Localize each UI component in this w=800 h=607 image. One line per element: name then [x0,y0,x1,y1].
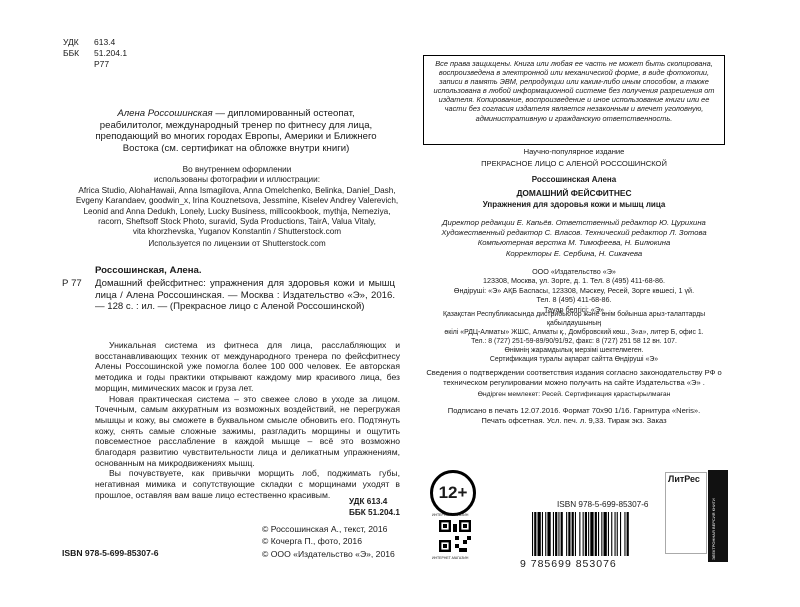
isbn-right: ISBN 978-5-699-85307-6 [557,500,649,509]
imprint-author: Россошинская Алена [531,175,617,184]
copyright-line: © Кочерга П., фото, 2016 [262,536,362,547]
printing-line: Подписано в печать 12.07.2016. Формат 70x90 1/16. Гарнитура «Neris». [447,406,701,415]
printing-line: Печать офсетная. Усл. печ. л. 9,33. Тираж экз. Заказ [481,416,667,425]
publisher-line: Өндіруші: «Э» АҚБ Баспасы, 123308, Мәскеу, Ресей, Зорге көшесі, 1 үй. [453,285,695,295]
udk-row: УДК 613.4 [63,37,116,47]
publisher-line: 123308, Москва, ул. Зорге, д. 1. Тел. 8 (495) 411-68-86. [482,276,666,286]
barcode-digits: 9 785699 853076 [520,558,617,570]
kaz-line: Сертификация туралы ақпарат сайтта Өндіруші «Э» [489,356,659,364]
ill-line: Evgeny Karandaev, goodwin_x, Irina Kouznetsova, Jessmine, Kiselev Andrey Valerevich, [75,196,399,206]
credit-line: Компьютерная верстка М. Тимофеева, Н. Билюкина [477,238,671,248]
annotation-paragraph: Уникальная система из фитнеса для лица, расслабляющих и восстанавливающих техник от международного тренера по фейсфитнесу Алены Россошинской уже помогла более 100 000 человек. Ее авторская методика и годы практики открывают каждому мир красивого лица, без морщин, мимических масок и груза лет. [95,340,400,393]
credit-line: Директор редакции Е. Капьёв. Ответственный редактор Ю. Цурихина [442,218,706,227]
origin-line: Өндірген мемлекет: Ресей. Сертификация қарастырылмаған [477,391,671,398]
editorial-credits [423,218,725,259]
publisher-info [423,267,725,314]
kaz-line: өкілі «РДЦ-Алматы» ЖШС, Алматы қ., Домбровский көш., 3«а», литер Б, офис 1. [444,329,704,337]
series-line: ПРЕКРАСНОЕ ЛИЦО С АЛЕНОЙ РОССОШИНСКОЙ [481,159,667,168]
bibliographic-record: Домашний фейсфитнес: упражнения для здоровья кожи и мышц лица / Алена Россошинская. — Москва : Издательство «Э», 2016. — 128 с. : ил. — (Прекрасное лицо с Аленой Россошинской) [95,278,395,313]
udk-bottom-line: УДК 613.4 [349,497,388,506]
annotation-paragraph: Новая практическая система – это свежее слово в уходе за лицом. Точечным, самым аккуратным из возможных воздействий, не перегружая мышцы и кожу, вы сможете в буквальном смысле обновить его. Подтянуть кожу, снять самые сложные зажимы, разгладить морщины и ощутить повсеместное расслабление в каждой мышце – всё это возможно благодаря развитию чувствительности лица и деликатным упражнениям, основанным на микродвижениях мышц. [95,393,400,468]
age-rating-badge [430,470,476,516]
qr-caption-top: ИНТЕРНЕТ-МАГАЗИН [432,513,469,517]
kaz-line: Өнімнің жарамдылық мерзімі шектелмеген. [504,347,644,355]
bbk-bottom-line: ББК 51.204.1 [349,507,400,517]
copyright-line: © ООО «Издательство «Э», 2016 [262,548,395,559]
genre-line: Научно-популярное издание [523,147,625,156]
qr-caption-bottom: ИНТЕРНЕТ-МАГАЗИН [432,556,469,560]
index-code: Р 77 [62,278,82,289]
bio-text: — дипломированный остеопат, реабилитолог, международный тренер по фитнесу для лица, преподающий во многих городах Европы, Америки и Ближнего Востока (см. сертификат на обложке внутри книги) [95,108,377,154]
credit-line: Корректоры Е. Сербина, Н. Сикачева [505,248,643,258]
litres-logo: ЛитРес [668,474,700,484]
ill-line: racorn, Sheftsoff Stock Photo, suravid, Syda Productions, TairA, Valua Vitaly, [98,217,376,227]
copyright-line: © Россошинская А., текст, 2016 [262,524,388,534]
certification-note: Сведения о подтверждении соответствия издания согласно законодательству РФ о техническом регулировании можно получить на сайте Издательства «Э» . [426,368,722,387]
bio-name: Алена Россошинская [117,108,213,119]
barcode-icon [522,512,727,559]
rights-notice-box: Все права защищены. Книга или любая ее часть не может быть скопирована, воспроизведена в электронной или механической форме, в виде фотокопии, записи в память ЭВМ, репродукции или каким-либо иным способом, а также использована в любой информационной системе без получения разрешения от издателя. Копирование, воспроизведение и иное использование книги или ее части без согласия издателя является незаконным и влечет уголовную, административную и гражданскую ответственность. [423,55,725,145]
credit-line: Художественный редактор С. Власов. Технический редактор Л. Зотова [441,228,707,238]
copyright-block [262,523,395,560]
kaz-line: Қазақстан Республикасында дистрибьютор және өнім бойынша арыз-талаптарды қабылдаушының [442,311,706,328]
kaz-line: Тел.: 8 (727) 251-59-89/90/91/92, факс: 8 (727) 251 58 12 вн. 107. [471,338,677,346]
imprint-title: ДОМАШНИЙ ФЕЙСФИТНЕС [516,188,632,198]
annotation-paragraph: Вы почувствуете, как привычки морщить лоб, поджимать губы, негативная мимика и сопутствующие складки с морщинами уходят в прошлое, оставляя вам ваше лицо естественно красивым. [95,468,400,500]
ill-line: Leonid and Anna Dedukh, Lonely, Lucky Business, millicookbook, mythja, Nemeziya, [83,206,391,216]
printing-info [423,406,725,426]
ill-line: vita khorzhevska, Yuganov Konstantin / Shutterstock.com [132,227,342,237]
ill-line: использованы фотографии и иллюстрации: [154,175,320,185]
illustration-credits [72,165,402,238]
author-bio [86,108,386,154]
author-mark-row: Р77 [94,59,110,69]
imprint-subtitle: Упражнения для здоровья кожи и мышц лица [482,200,666,209]
qr-code-icon [439,520,471,552]
annotation [95,340,400,501]
publisher-line: ООО «Издательство «Э» [532,267,616,276]
kazakhstan-distributor [423,310,725,365]
udk-block [63,37,127,70]
ebook-strip-text: ЭЛЕКТРОННАЯ ВЕРСИЯ КНИГИ [711,498,716,560]
author-heading: Россошинская, Алена. [95,265,202,276]
age-rating-text: 12+ [438,483,468,502]
ill-line: Africa Studio, AlohaHawaii, Anna Ismagilova, Anna Omelchenko, Belinka, Daniel_Dash, [78,185,396,195]
udk-bottom [349,497,400,518]
publisher-line: Тауар белгісі: «Э» [543,304,605,314]
isbn-left: ISBN 978-5-699-85307-6 [62,548,159,558]
ill-line: Во внутреннем оформлении [182,165,292,174]
publisher-line: Тел. 8 (495) 411-68-86. [536,295,612,305]
license-note: Используется по лицензии от Shutterstock.com [148,239,326,248]
bbk-row: ББК 51.204.1 [63,48,128,58]
